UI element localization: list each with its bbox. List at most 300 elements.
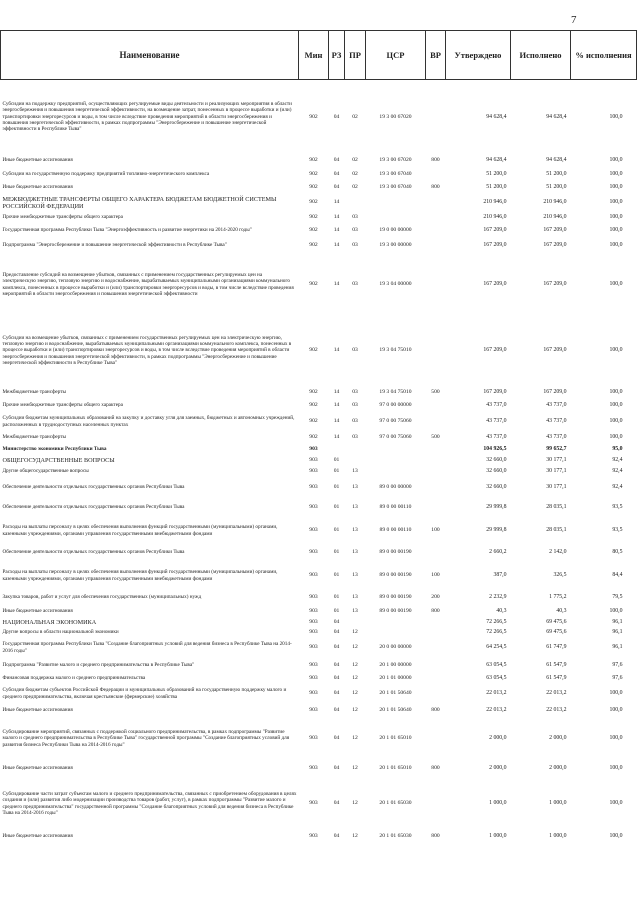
row-pr: 13: [352, 572, 358, 579]
row-executed: 43 737,0: [546, 418, 567, 425]
row-name: Субсидирование мероприятий, связанных с поддержкой социального предпринимательства, в рамках подпрограммы "Развитие малого и среднего предпринимательства в Республике Тыва" государственной программы "Создание благоприятных условий для развития бизнеса Республики Тыва на 2014-2016 годы": [2, 729, 290, 748]
row-approved: 51 200,0: [486, 171, 507, 178]
row-name: Субсидии бюджетам муниципальных образований на закупку и доставку угля для заемных, бюджетных и автономных учреждений, расположенных в труднодоступных населенных пунктах: [2, 415, 295, 428]
row-csr: 19 3 00 67040: [379, 184, 412, 191]
row-vr: [426, 254, 446, 316]
row-csr: [366, 194, 426, 212]
row-vr: 500: [431, 389, 440, 396]
row-executed: 30 177,1: [546, 456, 567, 463]
row-pr: 12: [352, 765, 358, 772]
row-name: Расходы на выплаты персоналу в целях обеспечения выполнения функций государственными (муниципальными) органами, казенными учреждениями, органами управления государственными внебюджетными фондами: [2, 524, 278, 537]
header-executed: Исполнено: [511, 31, 571, 80]
table-row: [1, 316, 637, 386]
row-approved: 64 254,5: [486, 644, 507, 651]
row-percent: 100,0: [609, 418, 623, 425]
row-vr: [426, 194, 446, 212]
row-rz: 01: [333, 549, 340, 556]
table-row: [1, 444, 637, 455]
row-approved: 167 209,0: [483, 281, 507, 288]
row-min: 903: [309, 629, 318, 636]
row-name: Прочие межбюджетные трансферты общего характера: [2, 402, 123, 409]
row-min: 902: [309, 157, 318, 164]
row-percent: 97,6: [612, 675, 623, 682]
row-min: 903: [309, 456, 318, 463]
row-csr: 89 0 00 00110: [379, 527, 412, 534]
row-name: Субсидии на государственную поддержку предприятий топливно-энергетического комплекса: [2, 171, 210, 178]
row-min: 902: [309, 389, 318, 396]
row-executed: 51 200,0: [546, 171, 567, 178]
row-vr: [426, 444, 446, 455]
row-name: Подпрограмма "Развитие малого и среднего предпринимательства в Республике Тыва": [2, 662, 195, 669]
row-rz: 04: [333, 765, 340, 772]
row-percent: 100,0: [609, 184, 623, 191]
row-percent: 100,0: [609, 157, 623, 164]
row-rz: 04: [333, 171, 340, 178]
row-percent: 96,1: [612, 644, 623, 651]
row-vr: 200: [431, 594, 440, 601]
row-csr: 19 3 00 00000: [379, 242, 412, 249]
row-percent: 100,0: [609, 347, 623, 354]
row-percent: 100,0: [609, 281, 623, 288]
row-min: 903: [309, 644, 318, 651]
row-executed: 326,5: [553, 572, 567, 579]
row-pr: [345, 455, 366, 466]
row-csr: 19 3 04 75010: [379, 389, 412, 396]
row-rz: 14: [333, 281, 340, 288]
row-min: 903: [309, 735, 318, 742]
row-name: МЕЖБЮДЖЕТНЫЕ ТРАНСФЕРТЫ ОБЩЕГО ХАРАКТЕРА БЮДЖЕТАМ БЮДЖЕТНОЙ СИСТЕМЫ РОССИЙСКОЙ ФЕДЕРАЦИИ: [2, 195, 277, 210]
row-csr: [366, 212, 426, 224]
row-vr: 100: [431, 572, 440, 579]
row-csr: 20 1 01 65010: [379, 735, 412, 742]
row-executed: 94 628,4: [546, 157, 567, 164]
table-row: [1, 182, 637, 194]
table-row: [1, 638, 637, 658]
row-name: Иные бюджетные ассигнования: [2, 707, 73, 714]
row-executed: 167 209,0: [543, 242, 567, 249]
row-name: Иные бюджетные ассигнования: [2, 608, 73, 615]
table-row: [1, 498, 637, 518]
row-name: Иные бюджетные ассигнования: [2, 184, 73, 191]
row-vr: [426, 478, 446, 498]
header-vr: ВР: [426, 31, 446, 80]
row-name: Обеспечение деятельности отдельных государственных органов Республики Тыва: [2, 549, 185, 556]
row-min: 903: [309, 800, 318, 807]
row-name: Субсидирование части затрат субъектам малого и среднего предпринимательства, связанных с приобретением оборудования в целях создания и (или) развития либо модернизации производства товаров (работ, услуг), в рамках подпрограммы "Развитие малого и среднего предпринимательства" государственной программы "Создание благоприятных условий для ведения бизнеса в Республике Тыва на 2014-2016 годы": [2, 791, 297, 816]
row-pr: [345, 444, 366, 455]
row-percent: 100,0: [609, 434, 623, 441]
header-min: Мин: [299, 31, 329, 80]
header-percent: % исполнения: [571, 31, 637, 80]
header-approved: Утверждено: [446, 31, 511, 80]
row-percent: 100,0: [609, 402, 623, 409]
row-percent: 92,4: [612, 484, 623, 491]
row-name: Другие вопросы в области национальной экономики: [2, 629, 119, 636]
row-executed: 22 013,2: [546, 690, 567, 697]
row-rz: 01: [333, 468, 340, 475]
row-percent: 100,0: [609, 800, 623, 807]
row-executed: 28 035,1: [546, 504, 567, 511]
row-pr: [345, 194, 366, 212]
row-rz: 04: [333, 800, 340, 807]
row-name: Межбюджетные трансферты: [2, 434, 67, 441]
table-body: [1, 80, 637, 844]
row-percent: 100,0: [609, 735, 623, 742]
table-row: [1, 254, 637, 316]
header-pr: ПР: [345, 31, 366, 80]
row-executed: 210 946,0: [543, 199, 567, 206]
row-min: 903: [309, 549, 318, 556]
row-pr: 03: [352, 402, 358, 409]
row-rz: 04: [333, 833, 340, 840]
row-csr: 20 1 01 65030: [379, 833, 412, 840]
row-executed: 94 628,4: [546, 113, 567, 120]
row-csr: [366, 618, 426, 628]
row-rz: 14: [333, 434, 340, 441]
row-vr: [426, 168, 446, 182]
row-vr: [426, 224, 446, 238]
row-vr: [426, 212, 446, 224]
row-name: Субсидии на поддержку предприятий, осуществляющих регулируемые виды деятельности и реализующих мероприятия в области энергосбережения и повышения энергетической эффективности, на возмещение затрат, понесенных в процессе выработки и (или) транспортировки энергоресурсов и воды, в том числе вследствие проведения мероприятий в области энергосбережения и повышения энергетической эффективности, в рамках подпрограммы "Энергосбережение и повышение энергетической эффективности в Республике Тыва": [2, 101, 292, 133]
row-executed: 61 747,9: [546, 644, 567, 651]
row-pr: 13: [352, 504, 358, 511]
row-rz: 14: [333, 389, 340, 396]
row-approved: 32 660,0: [486, 484, 507, 491]
row-approved: 94 628,4: [486, 113, 507, 120]
row-csr: 20 1 01 50640: [379, 690, 412, 697]
row-min: 902: [309, 171, 318, 178]
row-approved: 32 660,0: [486, 468, 507, 475]
row-name: Межбюджетные трансферты: [2, 389, 67, 396]
row-rz: 01: [333, 594, 340, 601]
row-min: 903: [309, 608, 318, 615]
table-row: [1, 830, 637, 844]
row-rz: 04: [333, 184, 340, 191]
row-name: ОБЩЕГОСУДАРСТВЕННЫЕ ВОПРОСЫ: [2, 456, 115, 464]
row-executed: 99 652,7: [546, 445, 567, 452]
row-rz: 04: [333, 675, 340, 682]
row-vr: [426, 400, 446, 412]
row-name: Иные бюджетные ассигнования: [2, 833, 73, 840]
row-rz: 01: [333, 456, 340, 463]
row-pr: 03: [352, 242, 358, 249]
row-executed: 69 475,6: [546, 619, 567, 626]
row-vr: 500: [431, 434, 440, 441]
row-rz: 01: [333, 527, 340, 534]
row-pr: 12: [352, 707, 358, 714]
row-vr: 800: [431, 707, 440, 714]
row-pr: 02: [352, 157, 358, 164]
row-vr: 800: [431, 184, 440, 191]
row-pr: 13: [352, 527, 358, 534]
row-percent: 80,5: [612, 549, 623, 556]
row-csr: 20 1 01 65010: [379, 765, 412, 772]
row-name: Субсидии на возмещение убытков, связанных с применением государственных регулируемых цен на электрическую энергию, тепловую энергию и водоснабжение, вырабатываемых муниципальными организациями коммунального комплекса, понесенных в процессе выработки и (или) транспортировки энергоресурсов и воды, в том числе вследствие проведения мероприятий в области энергосбережения и повышения энергетической эффективности, в рамках подпрограммы "Энергосбережение и повышение энергетической эффективности в Республике Тыва": [2, 334, 292, 366]
row-percent: 93,5: [612, 504, 623, 511]
row-approved: 2 660,2: [489, 549, 507, 556]
row-approved: 1 000,0: [489, 833, 507, 840]
row-approved: 2 000,0: [489, 765, 507, 772]
row-vr: 800: [431, 157, 440, 164]
row-rz: [329, 444, 345, 455]
row-csr: 20 1 01 00000: [379, 675, 412, 682]
table-row: [1, 590, 637, 606]
row-approved: 43 737,0: [486, 418, 507, 425]
row-pr: 12: [352, 833, 358, 840]
table-row: [1, 194, 637, 212]
row-executed: 43 737,0: [546, 402, 567, 409]
row-rz: 04: [333, 157, 340, 164]
row-rz: 04: [333, 644, 340, 651]
row-percent: 92,4: [612, 468, 623, 475]
row-pr: 03: [352, 418, 358, 425]
row-rz: 14: [333, 418, 340, 425]
row-executed: 167 209,0: [543, 347, 567, 354]
row-pr: 03: [352, 227, 358, 234]
row-name: Подпрограмма "Энергосбережение и повышение энергетической эффективности в Республике Тыва": [2, 242, 227, 249]
row-executed: 2 142,0: [549, 549, 567, 556]
row-approved: 167 209,0: [483, 227, 507, 234]
row-executed: 30 177,1: [546, 468, 567, 475]
row-min: 902: [309, 242, 318, 249]
row-pr: [345, 618, 366, 628]
row-vr: [426, 412, 446, 432]
row-pr: 13: [352, 484, 358, 491]
row-csr: [366, 444, 426, 455]
row-percent: 100,0: [609, 765, 623, 772]
row-pr: 12: [352, 800, 358, 807]
row-min: 903: [309, 445, 318, 452]
row-executed: 2 000,0: [549, 765, 567, 772]
table-row: [1, 618, 637, 628]
row-approved: 40,3: [496, 608, 507, 615]
row-rz: 04: [333, 690, 340, 697]
row-min: 903: [309, 833, 318, 840]
row-vr: [426, 455, 446, 466]
row-min: 902: [309, 402, 318, 409]
row-approved: 63 054,5: [486, 662, 507, 669]
row-vr: [426, 778, 446, 830]
row-percent: 97,6: [612, 662, 623, 669]
row-executed: 40,3: [556, 608, 567, 615]
row-rz: 14: [333, 199, 340, 206]
row-approved: 43 737,0: [486, 402, 507, 409]
table-row: [1, 518, 637, 544]
row-approved: 72 266,5: [486, 619, 507, 626]
table-row: [1, 168, 637, 182]
row-vr: [426, 498, 446, 518]
row-min: 903: [309, 468, 318, 475]
row-executed: 51 200,0: [546, 184, 567, 191]
row-vr: [426, 674, 446, 684]
row-rz: 01: [333, 504, 340, 511]
row-executed: 210 946,0: [543, 214, 567, 221]
row-csr: [366, 455, 426, 466]
row-min: 902: [309, 281, 318, 288]
row-min: 903: [309, 707, 318, 714]
row-name: Финансовая поддержка малого и среднего предпринимательства: [2, 675, 146, 682]
row-rz: 01: [333, 572, 340, 579]
row-name: Закупка товаров, работ и услуг для обеспечения государственных (муниципальных) нужд: [2, 594, 202, 601]
row-approved: 167 209,0: [483, 347, 507, 354]
page-number: 7: [571, 14, 577, 26]
row-approved: 2 000,0: [489, 735, 507, 742]
row-vr: [426, 628, 446, 638]
row-approved: 2 232,9: [489, 594, 507, 601]
row-name: Предоставление субсидий на возмещение убытков, связанных с применением государственных регулируемых цен на электрическую энергию, тепловую энергию и водоснабжение, вырабатываемых муниципальными организациями коммунального комплекса, понесенных в процессе выработки и (или) транспортировки энергоресурсов и воды, в том числе вследствие проведения мероприятий в области энергосбережения и повышения энергетической эффективности: [2, 272, 294, 297]
table-row: [1, 606, 637, 618]
row-rz: 04: [333, 619, 340, 626]
row-vr: 800: [431, 833, 440, 840]
table-row: [1, 760, 637, 778]
row-vr: [426, 80, 446, 154]
row-csr: 19 0 00 00000: [379, 227, 412, 234]
row-name: Государственная программа Республики Тыва "Энергоэффективность и развитие энергетики на 2014-2020 годы": [2, 227, 252, 234]
row-vr: 800: [431, 765, 440, 772]
row-name: НАЦИОНАЛЬНАЯ ЭКОНОМИКА: [2, 619, 97, 626]
row-vr: [426, 316, 446, 386]
row-percent: 100,0: [609, 389, 623, 396]
row-approved: 210 946,0: [483, 199, 507, 206]
row-executed: 167 209,0: [543, 389, 567, 396]
row-vr: 800: [431, 608, 440, 615]
row-rz: 04: [333, 629, 340, 636]
row-csr: [366, 628, 426, 638]
row-percent: 95,0: [612, 445, 623, 452]
row-csr: 20 0 00 00000: [379, 644, 412, 651]
row-vr: 100: [431, 527, 440, 534]
row-executed: 28 035,1: [546, 527, 567, 534]
row-rz: 04: [333, 662, 340, 669]
row-approved: 22 013,2: [486, 707, 507, 714]
row-name: Иные бюджетные ассигнования: [2, 765, 73, 772]
table-row: [1, 674, 637, 684]
row-vr: [426, 658, 446, 674]
row-percent: 100,0: [609, 707, 623, 714]
row-name: Субсидии бюджетам субъектов Российской Федерации и муниципальных образований на государственную поддержку малого и среднего предпринимательства, включая крестьянские (фермерские) хозяйства: [2, 687, 287, 700]
row-executed: 1 000,0: [549, 833, 567, 840]
row-vr: [426, 684, 446, 704]
row-min: 902: [309, 418, 318, 425]
row-name: Прочие межбюджетные трансферты общего характера: [2, 214, 123, 221]
row-pr: 02: [352, 184, 358, 191]
table-row: [1, 212, 637, 224]
row-rz: 14: [333, 214, 340, 221]
row-csr: 89 0 00 00000: [379, 484, 412, 491]
row-pr: 03: [352, 281, 358, 288]
row-pr: 03: [352, 214, 358, 221]
row-csr: 89 0 00 00190: [379, 608, 412, 615]
table-row: [1, 562, 637, 590]
table-row: [1, 154, 637, 168]
row-csr: 89 0 00 00110: [379, 504, 412, 511]
row-min: 903: [309, 662, 318, 669]
row-min: 902: [309, 434, 318, 441]
row-min: 902: [309, 113, 318, 120]
row-csr: 89 0 00 00190: [379, 594, 412, 601]
row-name: Министерство экономики Республики Тыва: [2, 445, 107, 452]
row-approved: 167 209,0: [483, 242, 507, 249]
row-csr: 20 1 01 65030: [379, 800, 412, 807]
row-vr: [426, 238, 446, 254]
row-pr: 13: [352, 549, 358, 556]
row-pr: 12: [352, 644, 358, 651]
row-approved: 51 200,0: [486, 184, 507, 191]
row-pr: 12: [352, 629, 358, 636]
row-min: 903: [309, 504, 318, 511]
row-approved: 210 946,0: [483, 214, 507, 221]
row-percent: 93,5: [612, 527, 623, 534]
row-name: Иные бюджетные ассигнования: [2, 157, 73, 164]
budget-table: [0, 30, 637, 844]
row-percent: 100,0: [609, 199, 623, 206]
row-csr: 19 3 04 75010: [379, 347, 412, 354]
row-rz: 14: [333, 242, 340, 249]
row-approved: 29 999,8: [486, 504, 507, 511]
row-approved: 94 628,4: [486, 157, 507, 164]
table-row: [1, 778, 637, 830]
row-pr: 12: [352, 735, 358, 742]
row-approved: 32 660,0: [486, 456, 507, 463]
row-percent: 84,4: [612, 572, 623, 579]
row-percent: 100,0: [609, 227, 623, 234]
row-vr: [426, 544, 446, 562]
row-approved: 43 737,0: [486, 434, 507, 441]
row-rz: 01: [333, 608, 340, 615]
row-percent: 100,0: [609, 242, 623, 249]
row-vr: [426, 618, 446, 628]
row-executed: 61 547,9: [546, 662, 567, 669]
row-executed: 1 000,0: [549, 800, 567, 807]
row-executed: 30 177,1: [546, 484, 567, 491]
row-vr: [426, 638, 446, 658]
row-executed: 22 013,2: [546, 707, 567, 714]
row-approved: 22 013,2: [486, 690, 507, 697]
row-percent: 96,1: [612, 629, 623, 636]
row-pr: 03: [352, 389, 358, 396]
table-row: [1, 455, 637, 466]
row-min: 903: [309, 675, 318, 682]
row-pr: 12: [352, 675, 358, 682]
row-pr: 03: [352, 347, 358, 354]
row-min: 903: [309, 484, 318, 491]
row-pr: 02: [352, 171, 358, 178]
row-approved: 387,0: [493, 572, 507, 579]
row-approved: 104 926,5: [483, 445, 507, 452]
row-executed: 167 209,0: [543, 281, 567, 288]
row-csr: 19 3 04 00000: [379, 281, 412, 288]
row-csr: 97 0 00 75060: [379, 434, 412, 441]
row-min: 902: [309, 184, 318, 191]
row-rz: 14: [333, 347, 340, 354]
row-name: Расходы на выплаты персоналу в целях обеспечения выполнения функций государственными (муниципальными) органами, казенными учреждениями, органами управления государственными внебюджетными фондами: [2, 569, 278, 582]
row-rz: 14: [333, 402, 340, 409]
row-min: 902: [309, 214, 318, 221]
row-approved: 29 999,8: [486, 527, 507, 534]
table-row: [1, 412, 637, 432]
row-executed: 167 209,0: [543, 227, 567, 234]
row-pr: 03: [352, 434, 358, 441]
row-pr: 13: [352, 594, 358, 601]
row-csr: 89 0 00 00190: [379, 549, 412, 556]
row-executed: 69 475,6: [546, 629, 567, 636]
table-row: [1, 628, 637, 638]
row-approved: 167 209,0: [483, 389, 507, 396]
table-row: [1, 466, 637, 478]
row-csr: 97 0 00 00000: [379, 402, 412, 409]
row-approved: 1 000,0: [489, 800, 507, 807]
table-header-row: [1, 31, 637, 80]
